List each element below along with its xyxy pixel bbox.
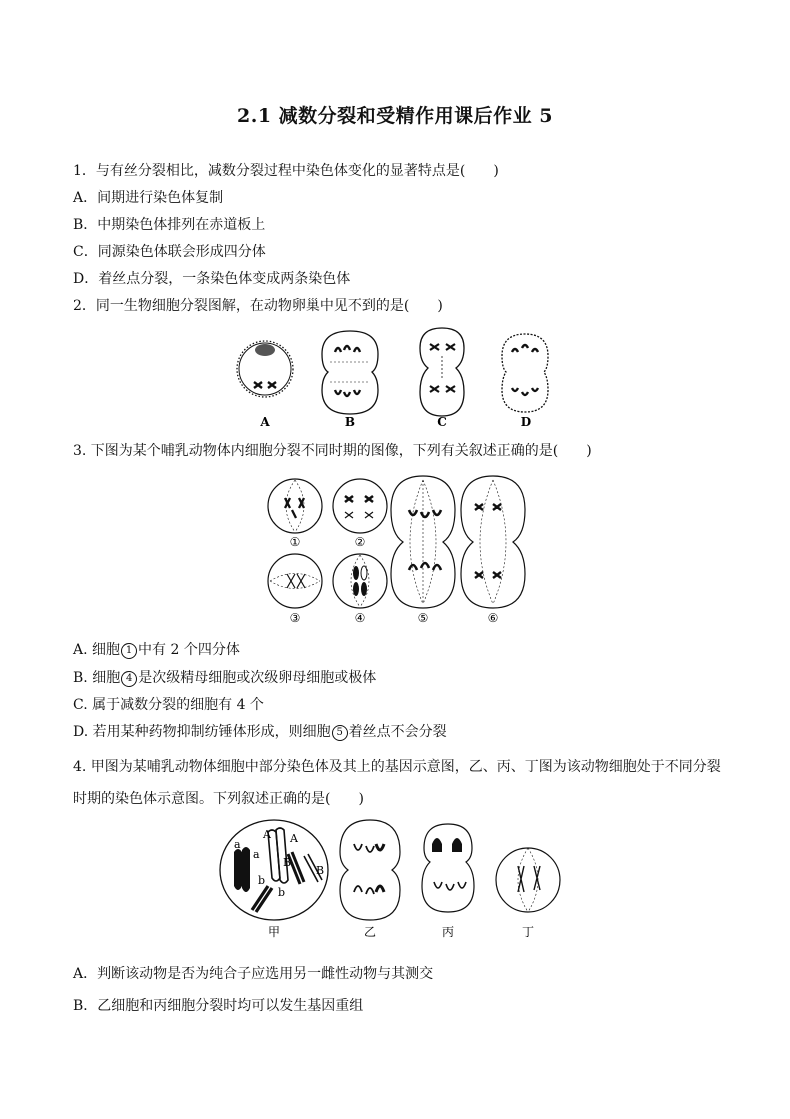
q2-stem: 2．同一生物细胞分裂图解，在动物卵巢中见不到的是( ) xyxy=(73,298,443,314)
q3-option-b-prefix: B. 细胞 xyxy=(73,670,121,686)
q3-cell-6 xyxy=(461,476,525,608)
q1-option-c: C．同源染色体联会形成四分体 xyxy=(73,244,266,260)
q3-label-3: ③ xyxy=(289,611,301,625)
gene-label-A2: A xyxy=(290,832,298,845)
q2-label-a: A xyxy=(260,415,270,429)
q4-label-yi: 乙 xyxy=(363,925,377,939)
q4-cell-ding xyxy=(496,848,560,912)
q4-cell-yi xyxy=(340,820,400,920)
q3-option-d xyxy=(73,723,447,741)
q3-option-a-prefix: A. 细胞 xyxy=(73,642,121,658)
q4-cell-jia xyxy=(220,820,328,920)
q4-cell-figure xyxy=(218,818,573,942)
gene-label-a1: a xyxy=(234,838,241,851)
q3-cell-figure xyxy=(265,474,530,629)
gene-label-B1: B xyxy=(283,856,292,869)
q4-label-jia: 甲 xyxy=(267,925,281,939)
q1-stem: 1．与有丝分裂相比，减数分裂过程中染色体变化的显著特点是( ) xyxy=(73,163,499,179)
q3-option-c: C. 属于减数分裂的细胞有 4 个 xyxy=(73,697,264,713)
q3-option-d-suffix: 着丝点不会分裂 xyxy=(348,724,447,740)
gene-label-b2: b xyxy=(278,886,286,899)
q2-cell-c xyxy=(420,328,464,416)
q4-stem-line-2: 时期的染色体示意图。下列叙述正确的是( ) xyxy=(73,791,364,807)
q3-option-d-prefix: D. 若用某种药物抑制纺锤体形成，则细胞 xyxy=(73,724,331,740)
q4-stem-line-1: 4. 甲图为某哺乳动物体细胞中部分染色体及其上的基因示意图，乙、丙、丁图为该动物细胞处于不同分裂 xyxy=(73,759,721,775)
gene-label-A1: A xyxy=(263,828,271,841)
q3-label-6: ⑥ xyxy=(487,611,499,625)
q2-label-d: D xyxy=(520,415,532,429)
q2-cell-d xyxy=(502,334,548,412)
q4-option-a: A．判断该动物是否为纯合子应选用另一雌性动物与其测交 xyxy=(73,966,434,982)
q3-stem: 3. 下图为某个哺乳动物体内细胞分裂不同时期的图像，下列有关叙述正确的是( ) xyxy=(73,443,592,459)
q2-cell-figure xyxy=(230,326,560,432)
q3-label-5: ⑤ xyxy=(417,611,429,625)
q3-option-a-suffix: 中有 2 个四分体 xyxy=(138,642,240,658)
q3-label-2: ② xyxy=(354,535,366,549)
q3-label-1: ① xyxy=(289,535,301,549)
q3-cell-4 xyxy=(333,554,387,608)
q3-cell-1 xyxy=(268,479,322,533)
q3-cell-3 xyxy=(268,554,322,608)
q4-cell-bing xyxy=(422,824,474,912)
q3-option-b-cell-number: 4 xyxy=(121,671,137,687)
q3-option-d-cell-number: 5 xyxy=(332,725,348,741)
q3-option-b-suffix: 是次级精母细胞或次级卵母细胞或极体 xyxy=(138,670,377,686)
q3-cell-5 xyxy=(391,476,455,608)
q4-option-b: B．乙细胞和丙细胞分裂时均可以发生基因重组 xyxy=(73,998,364,1014)
q3-label-4: ④ xyxy=(354,611,366,625)
q2-label-c: C xyxy=(437,415,447,429)
q1-option-d: D．着丝点分裂，一条染色体变成两条染色体 xyxy=(73,271,351,287)
q3-cell-2 xyxy=(333,479,387,533)
q3-option-a-cell-number: 1 xyxy=(121,643,137,659)
q3-option-a xyxy=(73,641,240,659)
page-title: 2.1 减数分裂和受精作用课后作业 5 xyxy=(236,105,553,127)
q4-label-bing: 丙 xyxy=(441,925,455,939)
q1-option-b: B．中期染色体排列在赤道板上 xyxy=(73,217,266,233)
q1-option-a: A．间期进行染色体复制 xyxy=(73,190,224,206)
gene-label-b1: b xyxy=(258,874,266,887)
q3-option-b xyxy=(73,669,376,687)
q4-label-ding: 丁 xyxy=(521,925,535,939)
q2-cell-a xyxy=(237,341,293,397)
gene-label-a2: a xyxy=(253,848,260,861)
gene-label-B2: B xyxy=(316,864,325,877)
q2-label-b: B xyxy=(344,415,356,429)
q2-cell-b xyxy=(322,331,378,414)
